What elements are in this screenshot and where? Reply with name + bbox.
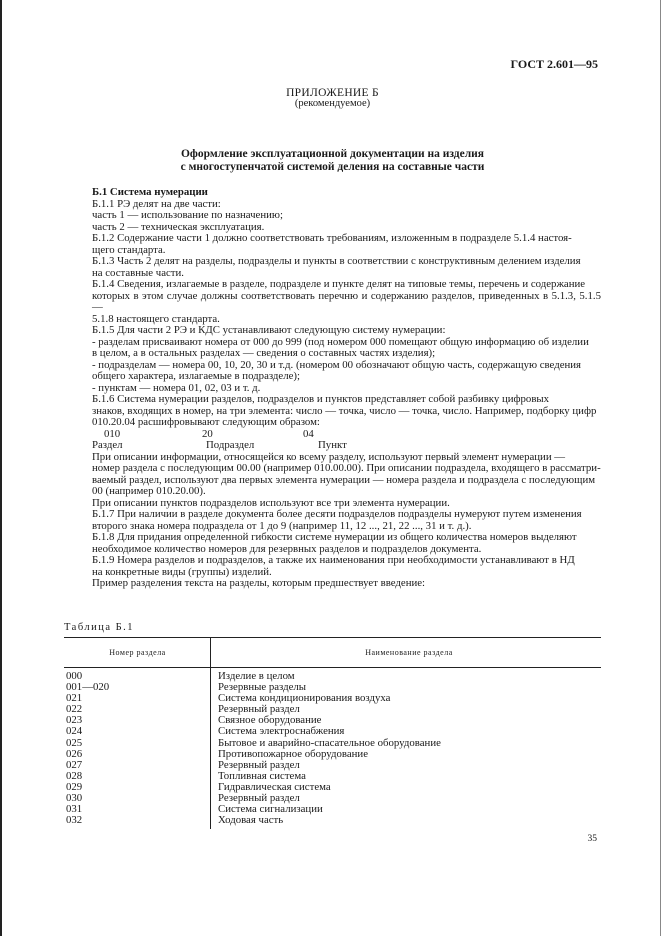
text-line: 5.1.8 настоящего стандарта. [92,312,220,325]
table-row [64,771,601,782]
section-name-cell: Резервный раздел [218,703,300,716]
section-number-cell: 032 [64,815,211,829]
section-name-cell: Резервные разделы [218,681,307,694]
text-line: на конкретные виды (группы) изделий. [92,565,272,578]
example-number-subsection: 20 [202,427,213,440]
section-name-cell: Ходовая часть [218,814,284,827]
section-heading: Б.1 Система нумерации [92,186,208,198]
section-name-cell: Связное оборудование [218,714,322,727]
table-row [64,760,601,771]
text-line: Б.1.3 Часть 2 делят на разделы, подразделы и пункты в соответствии с конструктивным делением изделия [92,255,581,267]
text-line: - разделам присваивают номера от 000 до 999 (под номером 000 помещают общую информацию об изделии [92,335,589,348]
list-item-sections [92,337,601,360]
table-row [64,793,601,804]
section-name-cell: Топливная система [218,769,306,782]
example-label-section: Раздел [92,439,123,451]
document-title-line-2: с многоступенчатой системой деления на составные части [180,161,485,173]
paragraph-b15: Б.1.5 Для части 2 РЭ и КДС устанавливают следующую систему нумерации: [92,324,446,336]
section-number-cell: 025 [64,738,211,749]
paragraph-b19 [92,555,601,578]
text-line: Б.1.6 Система нумерации разделов, подразделов и пунктов представляет собой разбивку цифровых [92,393,550,405]
table-row [64,815,601,829]
table-row [64,704,601,715]
example-intro: Пример разделения текста на разделы, которым предшествует введение: [92,577,426,589]
paragraph-b13 [92,256,601,279]
document-title [2,148,661,174]
text-line: Б.1.9 Номера разделов и подразделов, а также их наименования при необходимости устанавливают в НД [92,554,575,566]
section-number-cell: 001—020 [64,682,211,693]
example-number-section: 010 [104,427,121,440]
table-caption: Таблица Б.1 [64,622,135,633]
appendix-title: ПРИЛОЖЕНИЕ Б [286,87,379,99]
list-item-part-2: часть 2 — техническая эксплуатация. [92,220,265,233]
section-number-cell: 031 [64,804,211,815]
paragraph-b14 [92,279,601,325]
text-line: общего характера, излагаемые в подразделе); [92,370,300,382]
text-line: ваемый раздел, используют два первых элемента нумерации — номера раздела и подраздела с последующим [92,473,596,486]
section-number-cell: 026 [64,749,211,760]
section-name-cell: Система кондиционирования воздуха [218,692,391,705]
paragraph-points: При описании пунктов подразделов используют все три элемента нумерации. [92,496,450,509]
paragraph-b12 [92,233,601,256]
appendix-subtitle: (рекомендуемое) [294,98,371,109]
table-row [64,804,601,815]
document-title-line-1: Оформление эксплуатационной документации на изделия [180,148,485,160]
section-number-cell: 023 [64,715,211,726]
page-number: 35 [587,834,597,844]
section-number-cell: 022 [64,704,211,715]
text-line: номер раздела с последующим 00.00 (например 010.00.00). При описании подраздела, входящего в рассматри- [92,462,601,474]
text-line: - подразделам — номера 00, 10, 20, 30 и т.д. (номером 00 обозначают общую часть, содержащую сведения [92,358,582,371]
example-label-point: Пункт [318,439,347,451]
text-line: При описании информации, относящейся ко всему разделу, используют первый элемент нумерации — [92,450,566,463]
section-name-cell: Противопожарное оборудование [218,747,368,760]
text-line: второго знака номера подраздела от 1 до 9 (например 11, 12 ..., 21, 22 ..., 31 и т. д.). [92,519,472,532]
numbering-example-labels [92,440,601,452]
text-line: щего стандарта. [92,243,166,256]
table-row [64,782,601,793]
text-line: необходимое количество номеров для резервных разделов и подразделов документа. [92,542,482,555]
section-name-cell: Резервный раздел [218,758,300,771]
text-line: 010.20.04 расшифровывают следующим образом: [92,416,320,428]
text-line: которых в этом случае должны соответствовать перечню и содержанию разделов, приведенных в 5.1.3, 5.1.5 — [92,289,601,313]
section-name-cell: Резервный раздел [218,792,300,805]
table-row [64,693,601,704]
section-number-cell: 000 [64,668,211,683]
list-item-part-1: часть 1 — использование по назначению; [92,209,283,221]
column-header-name: Наименование раздела [211,638,602,668]
list-item-points: - пунктам — номера 01, 02, 03 и т. д. [92,381,261,394]
section-number-cell: 028 [64,771,211,782]
list-item-subsections [92,360,601,383]
table-row [64,726,601,737]
paragraph-b17 [92,509,601,532]
example-label-subsection: Подраздел [206,439,255,451]
table-row [64,668,601,683]
section-number-cell: 029 [64,782,211,793]
text-line: Б.1.2 Содержание части 1 должно соответствовать требованиям, изложенным в подразделе 5.1.4 настоя- [92,232,572,244]
section-number-cell: 024 [64,726,211,737]
section-name-cell: Система электроснабжения [218,725,345,738]
section-number-cell: 021 [64,693,211,704]
document-body [92,187,601,590]
section-name-cell: Система сигнализации [218,803,323,816]
sections-table [64,637,601,829]
paragraph-b16 [92,394,601,429]
paragraph-b11: Б.1.1 РЭ делят на две части: [92,197,221,210]
section-name-cell: Изделие в целом [218,670,295,682]
text-line: Б.1.7 При наличии в разделе документа более десяти подразделов подразделы нумеруют путем изменения [92,508,582,520]
section-name-cell: Гидравлическая система [218,780,331,793]
column-header-number: Номер раздела [64,638,211,668]
paragraph-b18 [92,532,601,555]
text-line: Б.1.4 Сведения, излагаемые в разделе, подразделе и пункте делят на типовые темы, перечень и содержание [92,278,586,290]
text-line: знаков, входящих в номер, на три элемента: число — точка, число — точка, число. Например, подборку цифр [92,404,597,417]
text-line: в целом, а в остальных разделах — сведения о составных частях изделия); [92,347,436,359]
text-line: на составные части. [92,266,184,279]
section-number-cell: 027 [64,760,211,771]
text-line: 00 (например 010.20.00). [92,485,206,497]
paragraph-info [92,452,601,498]
text-line: Б.1.8 Для придания определенной гибкости системе нумерации из общего количества номеров выделяют [92,531,577,543]
table-row [64,749,601,760]
example-number-point: 04 [303,427,314,440]
section-name-cell: Бытовое и аварийно-спасательное оборудование [218,736,441,749]
section-number-cell: 030 [64,793,211,804]
standard-header: ГОСТ 2.601—95 [510,57,598,71]
table-body [64,668,601,830]
table-row [64,738,601,749]
